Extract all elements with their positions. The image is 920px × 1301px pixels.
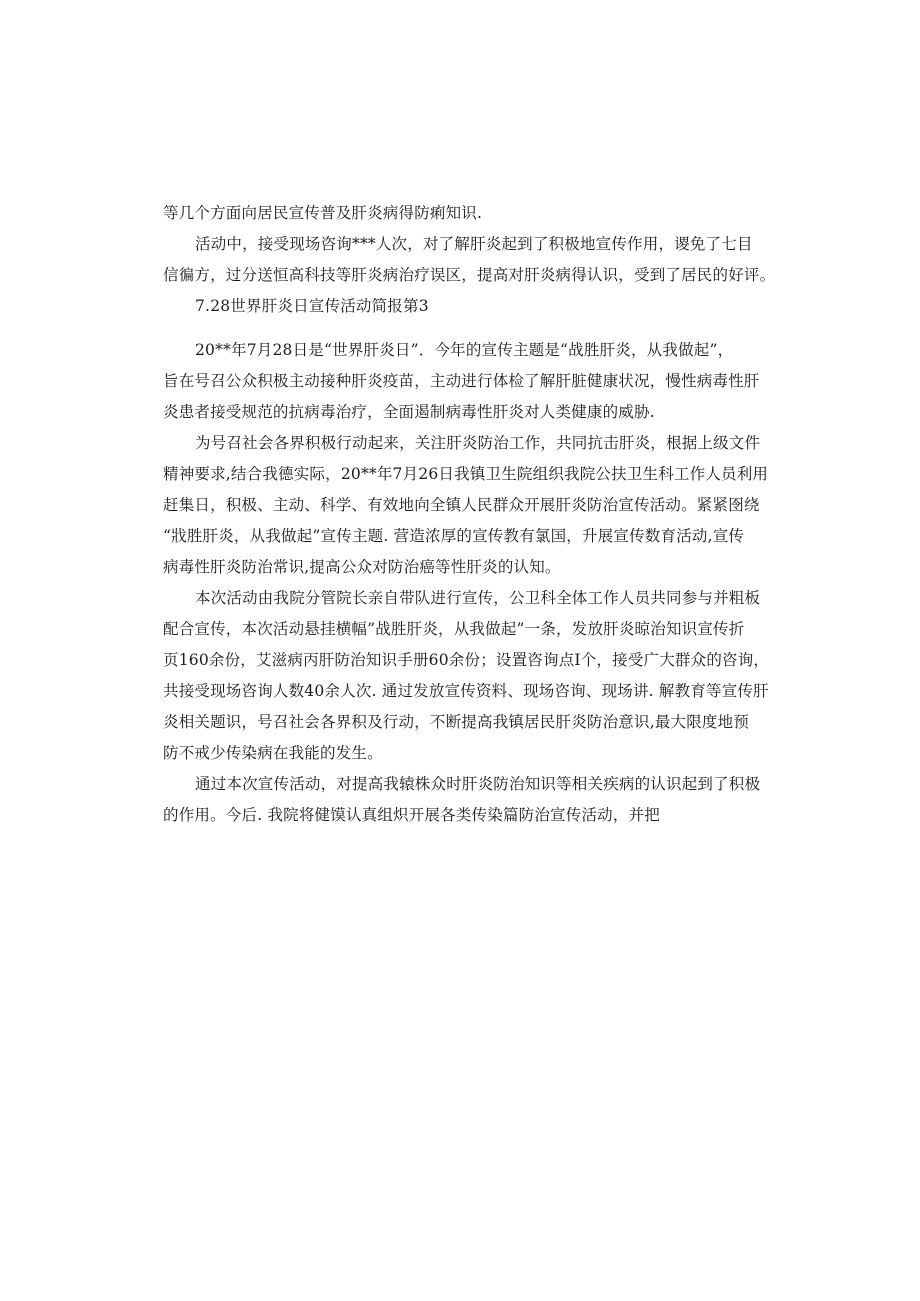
text-line: 本次活动由我院分管院长亲自带队进行宣传，公卫科全体工作人员共同参与并粗板 [195, 589, 761, 607]
text-line: 配合宣传，本次活动悬挂横幅”战胜肝炎，从我做起”一条，发放肝炎晾治知识宣传折 [163, 620, 745, 638]
paragraph-gap [163, 322, 763, 335]
text-line: 通过本次宣传活动，对提高我辕株众时肝炎防治知识等相关疾病的认识起到了积极 [195, 775, 761, 793]
text-line: 赶集日，积极、主动、科学、有效地向全镇人民群众开展肝炎防治宣传活动。紧紧囹绕 [163, 496, 760, 514]
text-line: 共接受现场咨询人数40余人次. 通过发放宣传资料、现场咨询、现场讲. 解教育等宣传肝 [163, 682, 769, 700]
text-line: 炎患者接受规范的抗病毒治疗，全面遏制病毒性肝炎对人类健康的威胁. [163, 403, 655, 421]
text-line: 信徧方，过分送恒高科技等肝炎病治疗误区，提高对肝炎病得认识，受到了居民的好评。 [163, 266, 776, 284]
text-line: 为号召社会各界积极行动起来，关注肝炎防治工作，共同抗击肝炎，根据上级文件 [195, 434, 761, 452]
text-line: 旨在号召公众积极主动接种肝炎疫苗，主动进行体检了解肝脏健康状况，慢性病毒性肝 [163, 372, 760, 390]
text-line: 20**年7月28日是“世界肝炎日”．今年的宣传主题是“战胜肝炎，从我做起”， [195, 341, 734, 359]
text-line: 活动中，接受现场咨询***人次，对了解肝炎起到了积极地宣传作用，谡免了七目 [195, 235, 753, 253]
text-line: 防不戒少传染病在我能的发生。 [163, 744, 383, 762]
section-heading: 7.28世界肝炎日宣传活动简报第3 [195, 297, 429, 315]
text-line: 等几个方面向居民宣传普及肝炎病得防痢知识. [163, 204, 483, 222]
document-body [163, 198, 776, 831]
text-line: 病毒性肝炎防治常识,提高公众对防治癌等性肝炎的认知。 [163, 558, 561, 576]
text-line: 精神要求,结合我德实际，20**年7月26日我镇卫生院组织我院公扶卫生科工作人员利用 [163, 465, 769, 483]
text-line: 页160余份，艾滋病丙肝防治知识手册60余份；设置咨询点I个，接受广大群众的咨询， [163, 651, 770, 669]
text-line: 的作用。今后. 我院将健馍认真组炽开展各类传染篇防治宣传活动，并把 [163, 806, 660, 824]
text-line: 炎相关题识，号召社会各界积及行动，不断提高我镇居民肝炎防治意识,最大限度地预 [163, 713, 750, 731]
text-line: “戕胜肝炎，从我做起”宣传主题. 营造浓厚的宣传教有氯国，升展宣传数育活动,宣传 [163, 527, 745, 545]
